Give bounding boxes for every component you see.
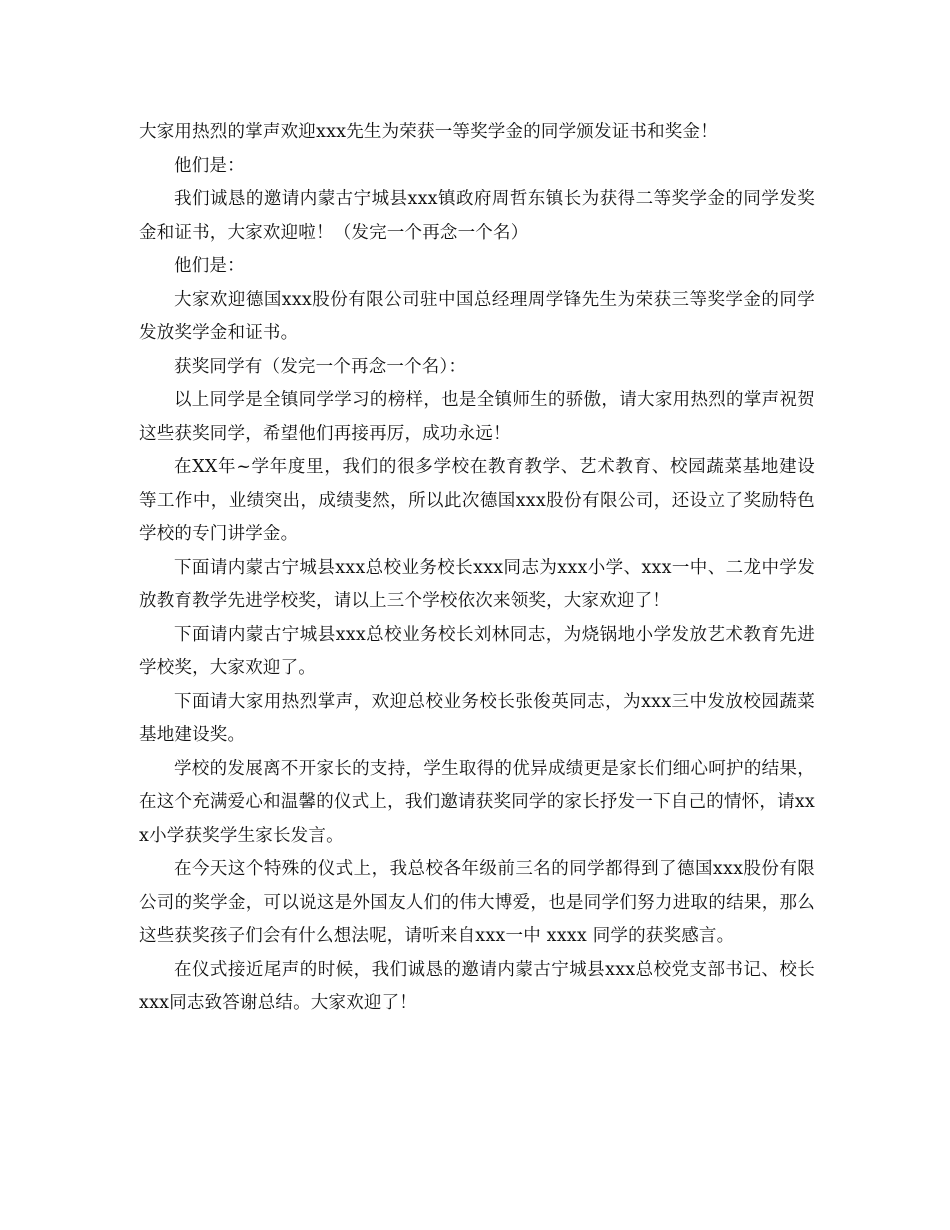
document-page — [139, 116, 815, 1021]
paragraph-12: 学校的发展离不开家长的支持，学生取得的优异成绩更是家长们细心呵护的结果，在这个充满爱心和温馨的仪式上，我们邀请获奖同学的家长抒发一下自己的情怀，请xxx小学获奖学生家长发言。 — [139, 758, 815, 846]
paragraph-1: 大家用热烈的掌声欢迎xxx先生为荣获一等奖学金的同学颁发证书和奖金！ — [139, 122, 718, 142]
paragraph-4: 他们是： — [174, 256, 245, 276]
paragraph-5: 大家欢迎德国xxx股份有限公司驻中国总经理周学锋先生为荣获三等奖学金的同学发放奖学金和证书。 — [139, 289, 815, 343]
paragraph-3: 我们诚恳的邀请内蒙古宁城县xxx镇政府周哲东镇长为获得二等奖学金的同学发奖金和证书，大家欢迎啦！（发完一个再念一个名） — [139, 189, 815, 243]
paragraph-2: 他们是： — [174, 155, 245, 176]
paragraph-11: 下面请大家用热烈掌声，欢迎总校业务校长张俊英同志，为xxx三中发放校园蔬菜基地建设奖。 — [139, 691, 815, 745]
paragraph-14: 在仪式接近尾声的时候，我们诚恳的邀请内蒙古宁城县xxx总校党支部书记、校长xxx同志致答谢总结。大家欢迎了！ — [139, 959, 815, 1013]
paragraph-7: 以上同学是全镇同学学习的榜样，也是全镇师生的骄傲，请大家用热烈的掌声祝贺这些获奖同学，希望他们再接再厉，成功永远！ — [139, 390, 815, 444]
paragraph-8: 在XX年~学年度里，我们的很多学校在教育教学、艺术教育、校园蔬菜基地建设等工作中，业绩突出，成绩斐然，所以此次德国xxx股份有限公司，还设立了奖励特色学校的专门讲学金。 — [139, 457, 815, 544]
paragraph-9: 下面请内蒙古宁城县xxx总校业务校长xxx同志为xxx小学、xxx一中、二龙中学发放教育教学先进学校奖，请以上三个学校依次来领奖，大家欢迎了！ — [139, 557, 815, 611]
paragraph-13: 在今天这个特殊的仪式上，我总校各年级前三名的同学都得到了德国xxx股份有限公司的奖学金，可以说这是外国友人们的伟大博爱，也是同学们努力进取的结果，那么这些获奖孩子们会有什么想法呢，请听来自xxx一中 xxxx 同学的获奖感言。 — [139, 859, 815, 946]
paragraph-10: 下面请内蒙古宁城县xxx总校业务校长刘林同志，为烧锅地小学发放艺术教育先进学校奖，大家欢迎了。 — [139, 624, 815, 678]
paragraph-6: 获奖同学有（发完一个再念一个名）： — [174, 356, 467, 377]
